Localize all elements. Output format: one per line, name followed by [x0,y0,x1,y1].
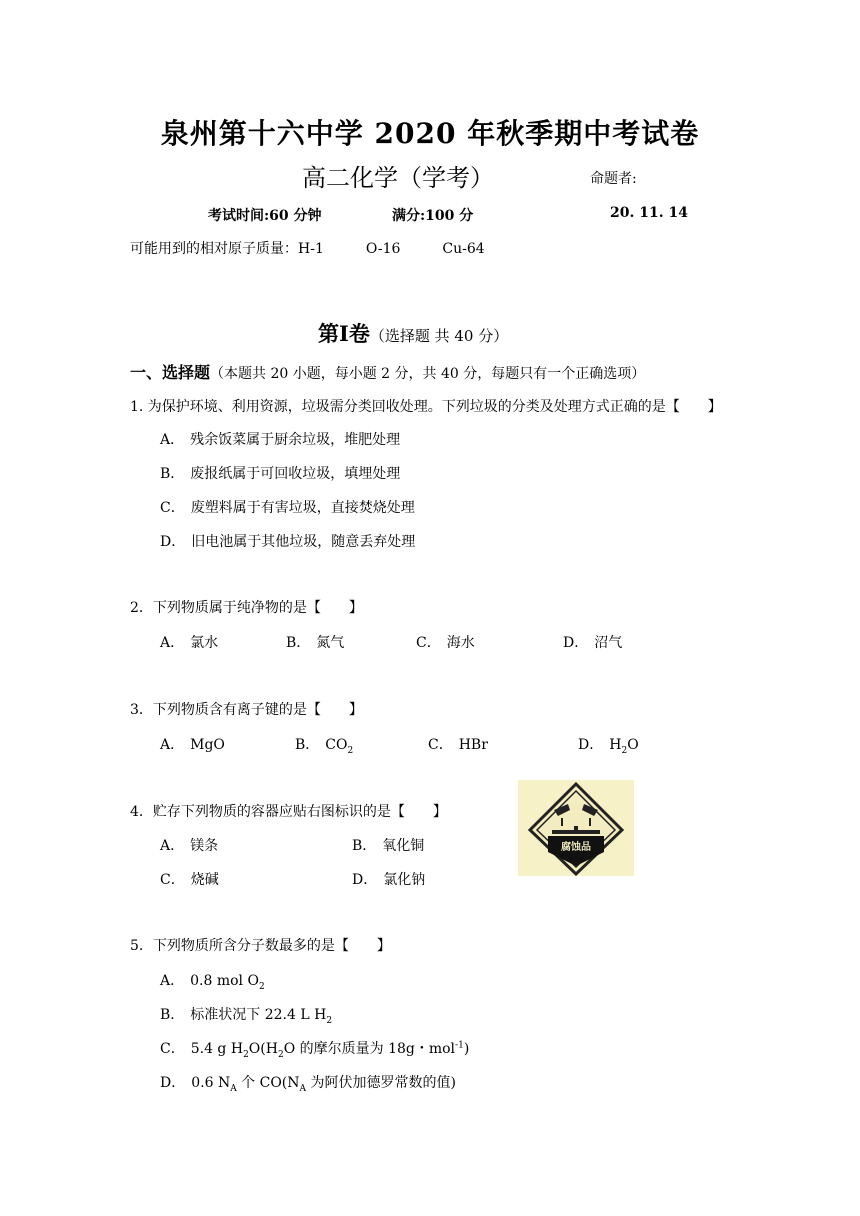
option-4d: D． 氯化钠 [352,872,426,888]
atomic-mass: O-16 [365,241,401,257]
question-5-stem: 5．下列物质所含分子数最多的是【 】 [130,938,391,954]
question-setter: 命题者: [590,171,637,187]
atomic-masses-label: 可能用到的相对原子质量： [130,241,298,257]
option-4a: A． 镁条 [160,838,219,854]
part-title: 一、选择题 [130,363,211,382]
option-2a: A． 氯水 [160,635,219,651]
exam-title: 泉州第十六中学 2020 年秋季期中考试卷 [160,117,700,150]
full-score: 满分:100 分 [392,208,474,224]
section-name: 第Ⅰ卷 [318,321,370,346]
option-5b: B． 标准状况下 22.4 L $H_2$ [160,1007,333,1026]
question-4-stem: 4．贮存下列物质的容器应贴右图标识的是【 】 [130,804,447,820]
option-1d: D． 旧电池属于其他垃圾，随意丢弃处理 [160,534,416,550]
section-title [318,318,508,348]
option-1a: A． 残余饭菜属于厨余垃圾，堆肥处理 [160,432,401,448]
atomic-masses-line [130,238,527,258]
option-3d: D． $H_2O$ [578,737,639,756]
question-2-stem: 2．下列物质属于纯净物的是【 】 [130,600,363,616]
corrosive-diamond-icon [518,780,634,876]
part-heading [130,360,645,383]
option-5c: C． 5.4 g $H_2O(H_2O$ 的摩尔质量为 18g・mol$^{-1}$) [160,1040,470,1060]
sign-label: 腐蚀品 [561,842,591,853]
part-note: （本题共 20 小题，每小题 2 分，共 40 分，每题只有一个正确选项） [210,366,646,382]
atomic-mass: H-1 [298,241,324,257]
option-3b: B． $CO_2$ [295,737,354,756]
question-3-stem: 3．下列物质含有离子键的是【 】 [130,702,363,718]
option-2b: B． 氮气 [286,635,345,651]
exam-time: 考试时间:60 分钟 [208,208,322,224]
option-2c: C． 海水 [416,635,475,651]
option-3c: C． HBr [428,737,488,753]
exam-subtitle: 高二化学（学考） [302,164,494,192]
option-2d: D． 沼气 [563,635,623,651]
option-3a: A． MgO [160,737,225,753]
option-5a: A． 0.8 mol $O_2$ [160,973,265,992]
option-5d: D． 0.6 $N_A$ 个 $CO(N_A$ 为阿伏加德罗常数的值) [160,1075,456,1094]
option-1b: B． 废报纸属于可回收垃圾，填埋处理 [160,466,401,482]
atomic-mass: Cu-64 [442,241,485,257]
option-4b: B． 氧化铜 [352,838,425,854]
option-4c: C． 烧碱 [160,872,219,888]
corrosive-hazard-sign [518,780,634,876]
exam-date: 20. 11. 14 [610,205,688,221]
option-1c: C． 废塑料属于有害垃圾，直接焚烧处理 [160,500,415,516]
question-1-stem: 1. 为保护环境、利用资源，垃圾需分类回收处理。下列垃圾的分类及处理方式正确的是【 】 [130,399,722,415]
section-subtitle: （选择题 共 40 分） [369,327,509,345]
